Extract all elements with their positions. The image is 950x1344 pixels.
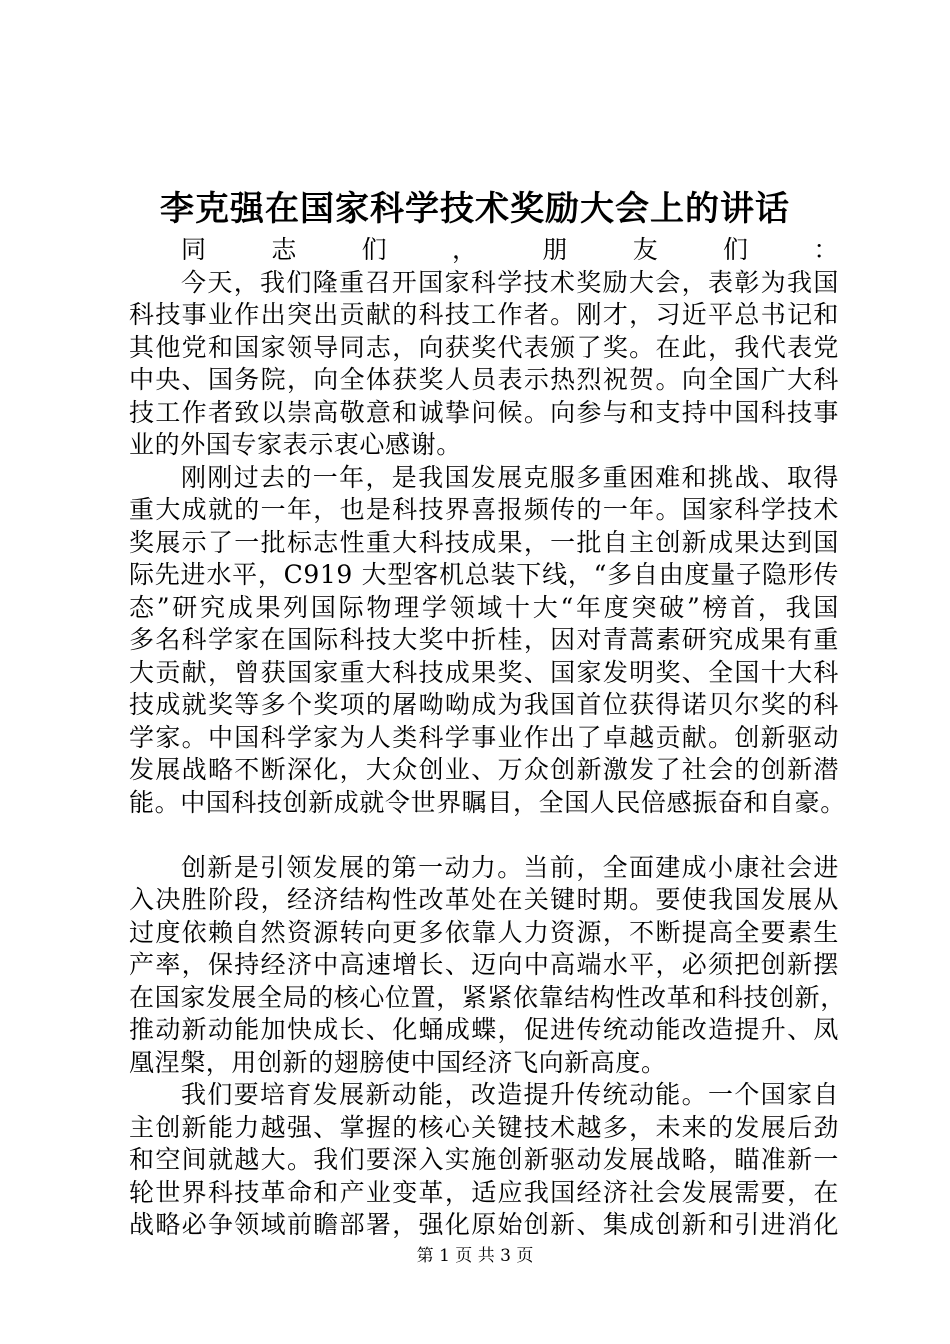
paragraph-line: 多名科学家在国际科技大奖中折桂，因对青蒿素研究成果有重 bbox=[129, 625, 839, 654]
paragraph-line: 凰涅槃，用创新的翅膀使中国经济飞向新高度。 bbox=[129, 1047, 667, 1077]
paragraph-line: 在国家发展全局的核心位置，紧紧依靠结构性改革和科技创新， bbox=[129, 982, 846, 1012]
paragraph-line: 战略必争领域前瞻部署，强化原始创新、集成创新和引进消化 bbox=[129, 1210, 839, 1239]
paragraph-line: 能。中国科技创新成就令世界瞩目，全国人民倍感振奋和自豪。 bbox=[129, 787, 846, 817]
paragraph-line: 推动新动能加快成长、化蛹成蝶，促进传统动能改造提升、凤 bbox=[129, 1015, 839, 1044]
paragraph-line: 技成就奖等多个奖项的屠呦呦成为我国首位获得诺贝尔奖的科 bbox=[129, 690, 839, 719]
paragraph-line: 入决胜阶段，经济结构性改革处在关键时期。要使我国发展从 bbox=[129, 885, 839, 914]
paragraph-line: 创新是引领发展的第一动力。当前，全面建成小康社会进 bbox=[181, 852, 839, 882]
paragraph-line: 轮世界科技革命和产业变革，适应我国经济社会发展需要，在 bbox=[129, 1177, 839, 1207]
paragraph-line: 产率，保持经济中高速增长、迈向中高端水平，必须把创新摆 bbox=[129, 950, 839, 979]
paragraph-line: 技工作者致以崇高敬意和诚挚问候。向参与和支持中国科技事 bbox=[129, 397, 839, 427]
document-body bbox=[129, 234, 846, 1242]
paragraph-line: 中央、国务院，向全体获奖人员表示热烈祝贺。向全国广大科 bbox=[129, 365, 839, 394]
paragraph-gap bbox=[129, 819, 839, 852]
paragraph-line: 态”研究成果列国际物理学领域十大“年度突破”榜首，我国 bbox=[129, 592, 839, 622]
paragraph-line: 奖展示了一批标志性重大科技成果，一批自主创新成果达到国 bbox=[129, 527, 839, 557]
document-title: 李克强在国家科学技术奖励大会上的讲话 bbox=[160, 189, 790, 229]
salutation-line: 同志们，朋友们： bbox=[181, 235, 839, 264]
paragraph-line: 学家。中国科学家为人类科学事业作出了卓越贡献。创新驱动 bbox=[129, 722, 839, 752]
paragraph-line: 业的外国专家表示衷心感谢。 bbox=[129, 430, 462, 459]
paragraph-line: 和空间就越大。我们要深入实施创新驱动发展战略，瞄准新一 bbox=[129, 1145, 839, 1174]
paragraph-line: 重大成就的一年，也是科技界喜报频传的一年。国家科学技术 bbox=[129, 495, 839, 524]
paragraph-line: 刚刚过去的一年，是我国发展克服多重困难和挑战、取得 bbox=[181, 462, 839, 492]
paragraph-line: 我们要培育发展新动能，改造提升传统动能。一个国家自 bbox=[181, 1080, 839, 1109]
paragraph-line: 主创新能力越强、掌握的核心关键技术越多，未来的发展后劲 bbox=[129, 1112, 839, 1142]
page-number-footer: 第 1 页 共 3 页 bbox=[416, 1246, 534, 1266]
paragraph-line: 其他党和国家领导同志，向获奖代表颁了奖。在此，我代表党 bbox=[129, 332, 839, 362]
paragraph-line: 大贡献，曾获国家重大科技成果奖、国家发明奖、全国十大科 bbox=[129, 657, 839, 687]
paragraph-line: 际先进水平，C919 大型客机总装下线，“多自由度量子隐形传 bbox=[129, 560, 839, 589]
paragraph-line: 发展战略不断深化，大众创业、万众创新激发了社会的创新潜 bbox=[129, 755, 839, 784]
paragraph-line: 科技事业作出突出贡献的科技工作者。刚才，习近平总书记和 bbox=[129, 300, 839, 329]
paragraph-line: 今天，我们隆重召开国家科学技术奖励大会，表彰为我国 bbox=[181, 267, 839, 297]
paragraph-line: 过度依赖自然资源转向更多依靠人力资源，不断提高全要素生 bbox=[129, 917, 839, 947]
